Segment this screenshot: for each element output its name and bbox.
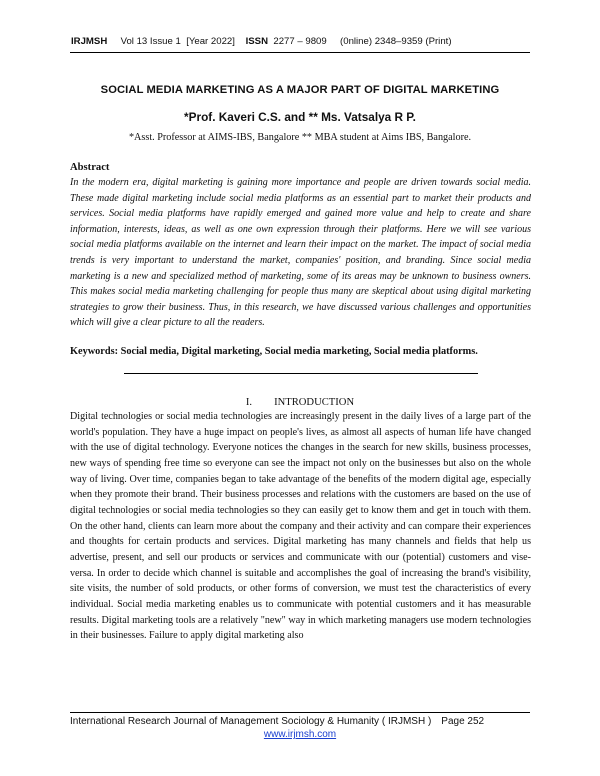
author-affiliation: *Asst. Professor at AIMS-IBS, Bangalore ** MBA student at Aims IBS, Bangalore. — [128, 132, 472, 143]
section-title: INTRODUCTION — [274, 397, 355, 408]
section-number: I. — [245, 397, 253, 408]
volume-issue: Vol 13 Issue 1 — [120, 36, 181, 47]
keywords: Keywords: Social media, Digital marketing, Social media marketing, Social media platforms. — [70, 346, 478, 357]
issn-print: 2277 – 9809 — [273, 36, 327, 47]
abstract-text: In the modern era, digital marketing is gaining more importance and people are driven towards social media. These made digital marketing include social media platforms as an essential part to market their products and services. Social media platforms have rapidly emerged and gained more value and help to create and share information, interests, ideas, as well as one own expression through their platforms. Here we will see various social media platforms available on the internet and learn their impact on the market. The impact of social media trends is very important to understand the market, companies' position, and branding. Since social media marketing is a new and specialized method of marketing, some of its areas may be unknown to business owners. This makes social media marketing challenging for people thus many are skeptical about using digital marketing strategies to grow their business. Thus, in this research, we have discussed various challenges and opportunities which will give a clear picture to all the readers. — [70, 177, 531, 329]
footer-divider — [70, 712, 530, 713]
section-body-text: Digital technologies or social media technologies are increasingly present in the daily lives of a large part of the world's population. They have a huge impact on people's lives, as almost all aspects of human life have changed with the use of digital technology. Everyone notices the changes in the search for new skills, business processes, new ways of spending free time so everyone can see the impact not only on the businesses but also on the whole way of living. Over time, companies began to take advantage of the benefits of the modern digital age, especially when they promote their brand. Their business processes and relations with the customers are based on the use of digital technologies or social media technologies so they can easily get to know them and get in touch with them. On the other hand, clients can learn more about the company and their activity and can compare their experiences and thoughts for certain products and services. Digital marketing has many channels and fields that help us advertise, present, and sell our products or services and communicate with our (potential) customers and vise-versa. In order to decide which channel is suitable and accomplishes the goal of increasing the brand's visibility, site visits, the number of sold products, or other forms of conversion, we must test the characteristics of every individual. Social media marketing enables us to communicate with potential customers and it has measurable results. Digital marketing tools are a relatively "new" way in which marketing managers use modern technologies in their businesses. Failure to apply digital marketing also — [70, 411, 531, 642]
page-number: Page 252 — [441, 716, 485, 727]
section-divider — [124, 373, 478, 374]
year: [Year 2022] — [186, 36, 235, 47]
journal-short-name: IRJMSH — [71, 36, 108, 47]
issn-online: (0nline) 2348–9359 (Print) — [340, 36, 452, 47]
issn-label: ISSN — [245, 36, 269, 47]
running-footer — [70, 716, 484, 727]
journal-full-name: International Research Journal of Management Sociology & Humanity ( IRJMSH ) — [70, 716, 432, 727]
journal-website-link[interactable]: www.irjmsh.com — [263, 729, 337, 740]
paper-title: SOCIAL MEDIA MARKETING AS A MAJOR PART OF DIGITAL MARKETING — [100, 84, 500, 96]
header-divider — [70, 52, 530, 53]
paper-authors: *Prof. Kaveri C.S. and ** Ms. Vatsalya R P. — [184, 110, 416, 124]
section-heading — [60, 397, 540, 408]
abstract-heading: Abstract — [70, 162, 110, 173]
running-header — [71, 36, 452, 47]
